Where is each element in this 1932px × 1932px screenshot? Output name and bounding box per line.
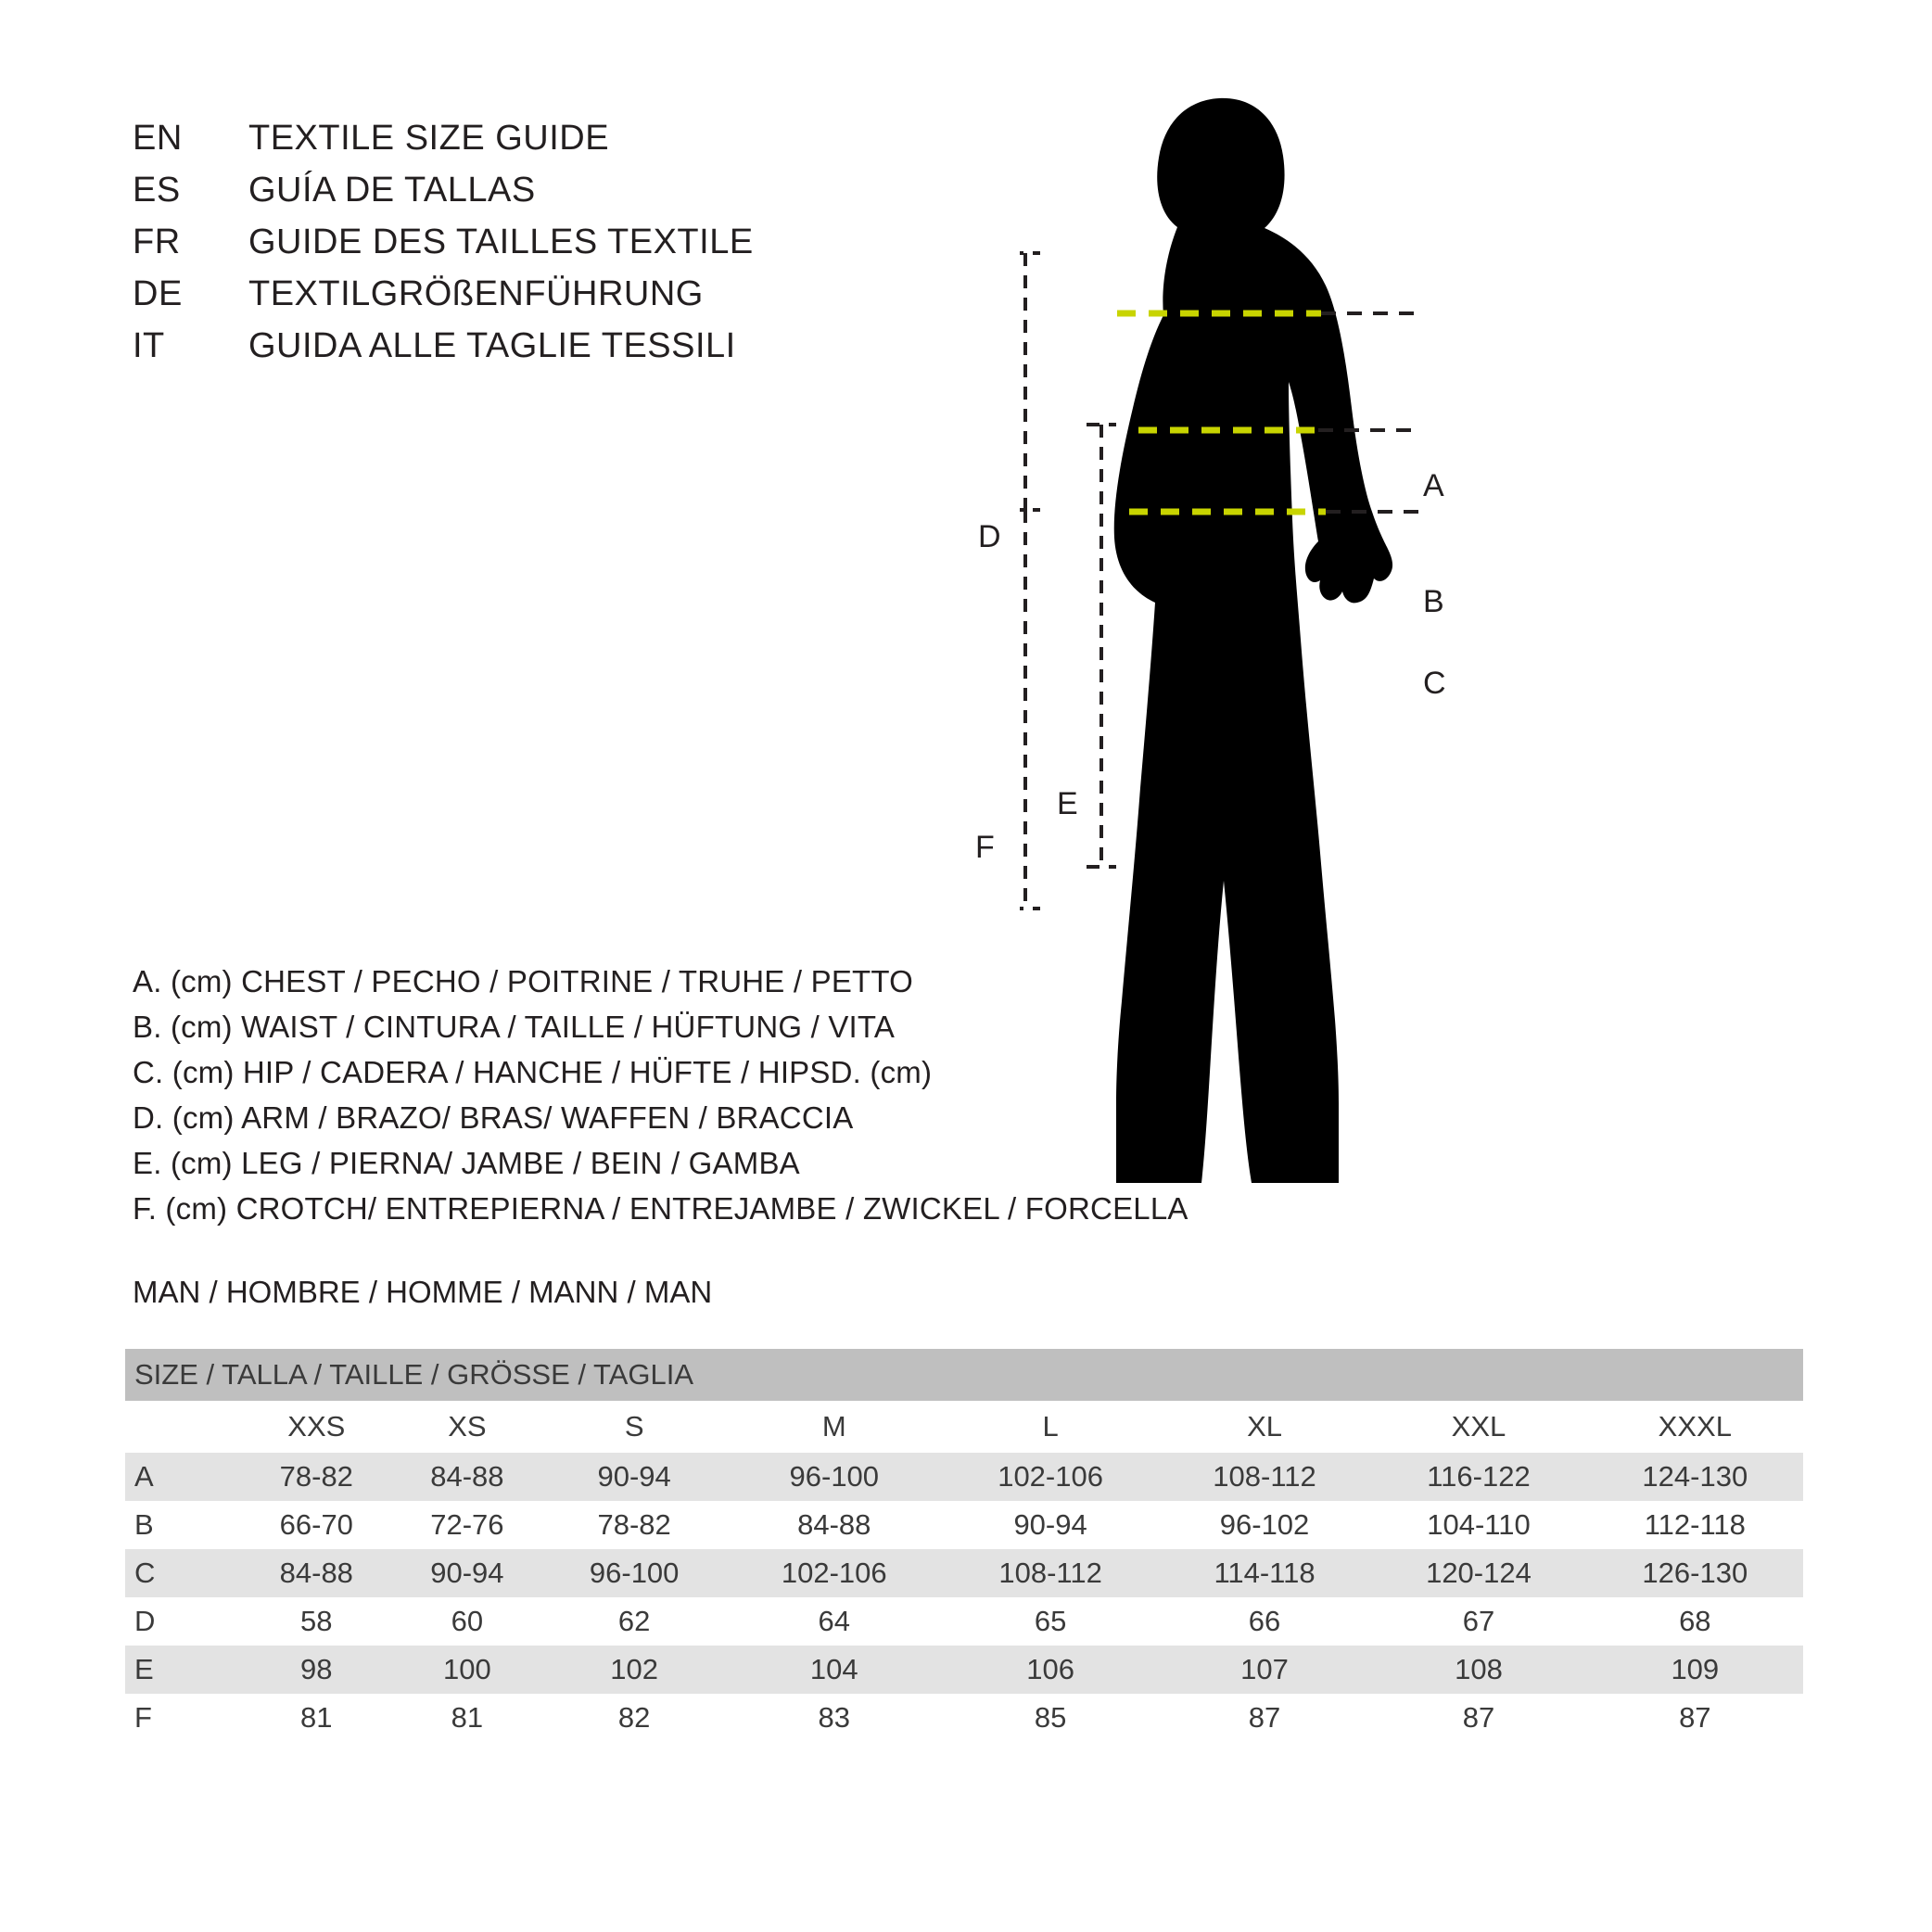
cell-e-l: 106 [942, 1646, 1158, 1694]
cell-e-xxs: 98 [241, 1646, 392, 1694]
row-label-b: B [125, 1501, 241, 1549]
cell-b-m: 84-88 [726, 1501, 942, 1549]
body-measurement-figure [975, 83, 1900, 1307]
legend-item-b: B. (cm) WAIST / CINTURA / TAILLE / HÜFTUNG / VITA [133, 1010, 896, 1044]
language-title: TEXTILE SIZE GUIDE [248, 119, 610, 158]
legend-item-a: A. (cm) CHEST / PECHO / POITRINE / TRUHE / PETTO [133, 964, 914, 998]
legend-item-f: F. (cm) CROTCH/ ENTREPIERNA / ENTREJAMBE / ZWICKEL / FORCELLA [133, 1191, 1188, 1226]
table-row [125, 1501, 1803, 1549]
cell-b-xl: 96-102 [1159, 1501, 1371, 1549]
bracket-label-e: E [1057, 786, 1078, 821]
bracket-label-d: D [978, 519, 1001, 554]
language-title: GUIDA ALLE TAGLIE TESSILI [248, 326, 736, 365]
cell-a-l: 102-106 [942, 1453, 1158, 1501]
cell-b-l: 90-94 [942, 1501, 1158, 1549]
cell-f-xs: 81 [392, 1694, 543, 1742]
language-row [133, 222, 754, 274]
language-code: DE [133, 274, 183, 313]
cell-d-s: 62 [542, 1597, 726, 1646]
cell-e-xxl: 108 [1370, 1646, 1586, 1694]
row-label-a: A [125, 1453, 241, 1501]
row-label-f: F [125, 1694, 241, 1742]
legend-item-d: D. (cm) ARM / BRAZO/ BRAS/ WAFFEN / BRACCIA [133, 1100, 854, 1135]
row-label-d: D [125, 1597, 241, 1646]
cell-a-s: 90-94 [542, 1453, 726, 1501]
size-header-xs: XS [392, 1401, 543, 1453]
cell-d-l: 65 [942, 1597, 1158, 1646]
cell-a-xs: 84-88 [392, 1453, 543, 1501]
leg-dimension-bracket [1087, 425, 1116, 867]
callout-label-a: A [1423, 468, 1444, 503]
cell-b-xs: 72-76 [392, 1501, 543, 1549]
cell-f-xxl: 87 [1370, 1694, 1586, 1742]
cell-e-m: 104 [726, 1646, 942, 1694]
cell-f-s: 82 [542, 1694, 726, 1742]
cell-a-m: 96-100 [726, 1453, 942, 1501]
cell-c-m: 102-106 [726, 1549, 942, 1597]
table-header-row [125, 1401, 1803, 1453]
cell-d-xxs: 58 [241, 1597, 392, 1646]
cell-f-xxs: 81 [241, 1694, 392, 1742]
size-header-xxxl: XXXL [1587, 1401, 1803, 1453]
row-label-e: E [125, 1646, 241, 1694]
cell-f-xxxl: 87 [1587, 1694, 1803, 1742]
figure-svg [1020, 83, 1900, 1307]
size-band-label: SIZE / TALLA / TAILLE / GRÖSSE / TAGLIA [125, 1349, 1803, 1401]
cell-c-s: 96-100 [542, 1549, 726, 1597]
legend-item-e: E. (cm) LEG / PIERNA/ JAMBE / BEIN / GAMBA [133, 1146, 800, 1180]
size-header-m: M [726, 1401, 942, 1453]
cell-a-xxl: 116-122 [1370, 1453, 1586, 1501]
language-row [133, 171, 754, 222]
language-title: GUIDE DES TAILLES TEXTILE [248, 222, 754, 261]
language-row [133, 119, 754, 171]
cell-e-xs: 100 [392, 1646, 543, 1694]
language-title: TEXTILGRÖßENFÜHRUNG [248, 274, 704, 313]
cell-f-m: 83 [726, 1694, 942, 1742]
cell-c-xs: 90-94 [392, 1549, 543, 1597]
cell-f-l: 85 [942, 1694, 1158, 1742]
size-chart-table [125, 1349, 1803, 1742]
size-header-xxl: XXL [1370, 1401, 1586, 1453]
man-silhouette-icon [1114, 98, 1392, 1183]
cell-d-xxl: 67 [1370, 1597, 1586, 1646]
cell-c-xxxl: 126-130 [1587, 1549, 1803, 1597]
row-label-c: C [125, 1549, 241, 1597]
language-title-list [133, 119, 754, 378]
table-row [125, 1549, 1803, 1597]
callout-label-c: C [1423, 666, 1446, 701]
corner-cell [125, 1401, 241, 1453]
cell-e-xxxl: 109 [1587, 1646, 1803, 1694]
size-header-xl: XL [1159, 1401, 1371, 1453]
cell-c-xl: 114-118 [1159, 1549, 1371, 1597]
cell-b-xxs: 66-70 [241, 1501, 392, 1549]
table-row [125, 1597, 1803, 1646]
cell-c-xxl: 120-124 [1370, 1549, 1586, 1597]
language-row [133, 326, 754, 378]
cell-d-xxxl: 68 [1587, 1597, 1803, 1646]
size-header-l: L [942, 1401, 1158, 1453]
legend-item-c: C. (cm) HIP / CADERA / HANCHE / HÜFTE / HIPSD. (cm) [133, 1055, 933, 1089]
cell-d-m: 64 [726, 1597, 942, 1646]
language-code: FR [133, 222, 181, 261]
cell-d-xs: 60 [392, 1597, 543, 1646]
size-header-xxs: XXS [241, 1401, 392, 1453]
cell-b-xxxl: 112-118 [1587, 1501, 1803, 1549]
size-header-s: S [542, 1401, 726, 1453]
cell-c-l: 108-112 [942, 1549, 1158, 1597]
crotch-dimension-bracket [1020, 510, 1040, 909]
language-row [133, 274, 754, 326]
table-band-header [125, 1349, 1803, 1401]
cell-a-xxs: 78-82 [241, 1453, 392, 1501]
gender-label: MAN / HOMBRE / HOMME / MANN / MAN [133, 1275, 713, 1309]
cell-b-s: 78-82 [542, 1501, 726, 1549]
cell-a-xxxl: 124-130 [1587, 1453, 1803, 1501]
table-row [125, 1694, 1803, 1742]
language-code: EN [133, 119, 183, 158]
callout-label-b: B [1423, 584, 1444, 619]
table-row [125, 1646, 1803, 1694]
cell-f-xl: 87 [1159, 1694, 1371, 1742]
arm-dimension-bracket [1020, 253, 1040, 510]
cell-a-xl: 108-112 [1159, 1453, 1371, 1501]
cell-e-xl: 107 [1159, 1646, 1371, 1694]
language-code: ES [133, 171, 181, 210]
language-title: GUÍA DE TALLAS [248, 171, 536, 210]
cell-b-xxl: 104-110 [1370, 1501, 1586, 1549]
bracket-label-f: F [975, 830, 995, 865]
cell-c-xxs: 84-88 [241, 1549, 392, 1597]
cell-d-xl: 66 [1159, 1597, 1371, 1646]
language-code: IT [133, 326, 165, 365]
table-row [125, 1453, 1803, 1501]
cell-e-s: 102 [542, 1646, 726, 1694]
